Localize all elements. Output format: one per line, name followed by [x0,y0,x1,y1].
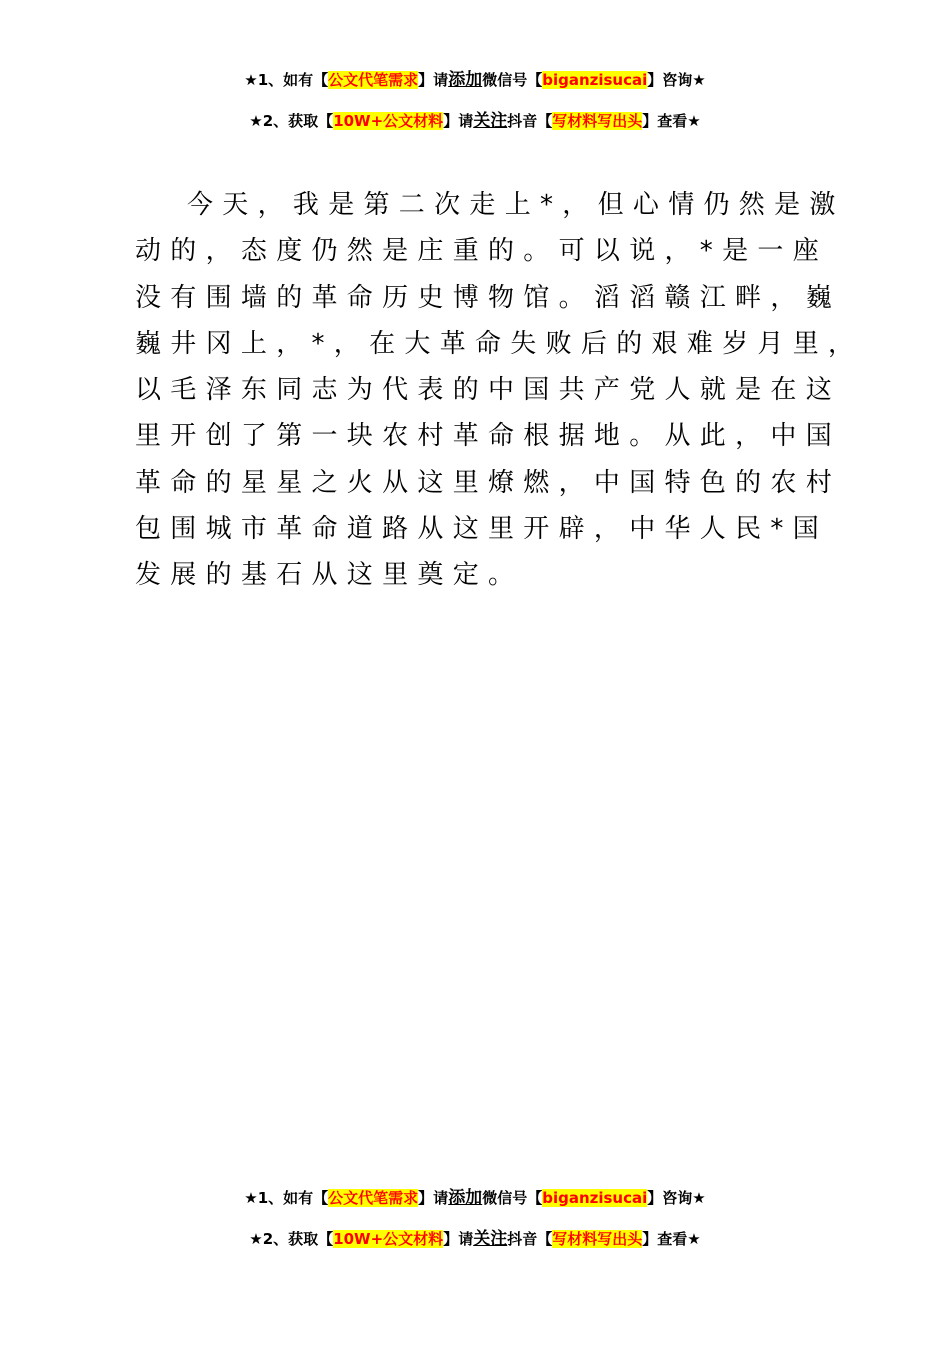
paragraph-line: 包围城市革命道路从这里开辟，中华人民*国 [135,514,829,545]
paragraph-line: 以毛泽东同志为代表的中国共产党人就是在这 [135,375,842,406]
highlighted-keyword: 10W+公文材料 [333,1230,444,1248]
paragraph-line: 没有围墙的革命历史博物馆。滔滔赣江畔，巍 [135,282,842,313]
wechat-id: biganzisucai [542,1189,648,1207]
header-notice-line-2 [0,110,950,132]
paragraph-line: 巍井冈上，*，在大革命失败后的艰难岁月里， [135,328,864,359]
notice-text: 微信号【 [482,71,543,89]
notice-text: ★2、获取【 [249,112,334,130]
underlined-keyword: 关注 [473,111,508,131]
notice-text: ★1、如有【 [244,71,329,89]
notice-text: 】请 [418,1189,449,1207]
douyin-account: 写材料写出头 [552,112,643,130]
notice-text: 】请 [418,71,449,89]
notice-text: 】请 [443,1230,474,1248]
underlined-keyword: 添加 [448,70,483,90]
wechat-id: biganzisucai [542,71,648,89]
notice-text: 】查看★ [642,1230,701,1248]
notice-text: 抖音【 [507,112,553,130]
footer-notice-line-2 [0,1228,950,1250]
paragraph-line: 革命的星星之火从这里燎燃，中国特色的农村 [135,467,842,498]
notice-text: 】请 [443,112,474,130]
highlighted-keyword: 10W+公文材料 [333,112,444,130]
notice-text: 抖音【 [507,1230,553,1248]
paragraph-line: 发展的基石从这里奠定。 [135,560,524,591]
notice-text: ★2、获取【 [249,1230,334,1248]
paragraph-line: 今天，我是第二次走上*，但心情仍然是激 [187,190,845,220]
notice-text: 微信号【 [482,1189,543,1207]
highlighted-keyword: 公文代笔需求 [328,1189,419,1207]
notice-text: 】查看★ [642,112,701,130]
notice-text: 】咨询★ [647,1189,706,1207]
highlighted-keyword: 公文代笔需求 [328,71,419,89]
paragraph-line: 里开创了第一块农村革命根据地。从此，中国 [135,421,842,452]
underlined-keyword: 添加 [448,1188,483,1208]
notice-text: ★1、如有【 [244,1189,329,1207]
header-notice-line-1 [0,69,950,91]
paragraph-line: 动的，态度仍然是庄重的。可以说，*是一座 [135,236,829,267]
douyin-account: 写材料写出头 [552,1230,643,1248]
underlined-keyword: 关注 [473,1229,508,1249]
footer-notice-line-1 [0,1187,950,1209]
notice-text: 】咨询★ [647,71,706,89]
body-paragraph [135,182,864,599]
